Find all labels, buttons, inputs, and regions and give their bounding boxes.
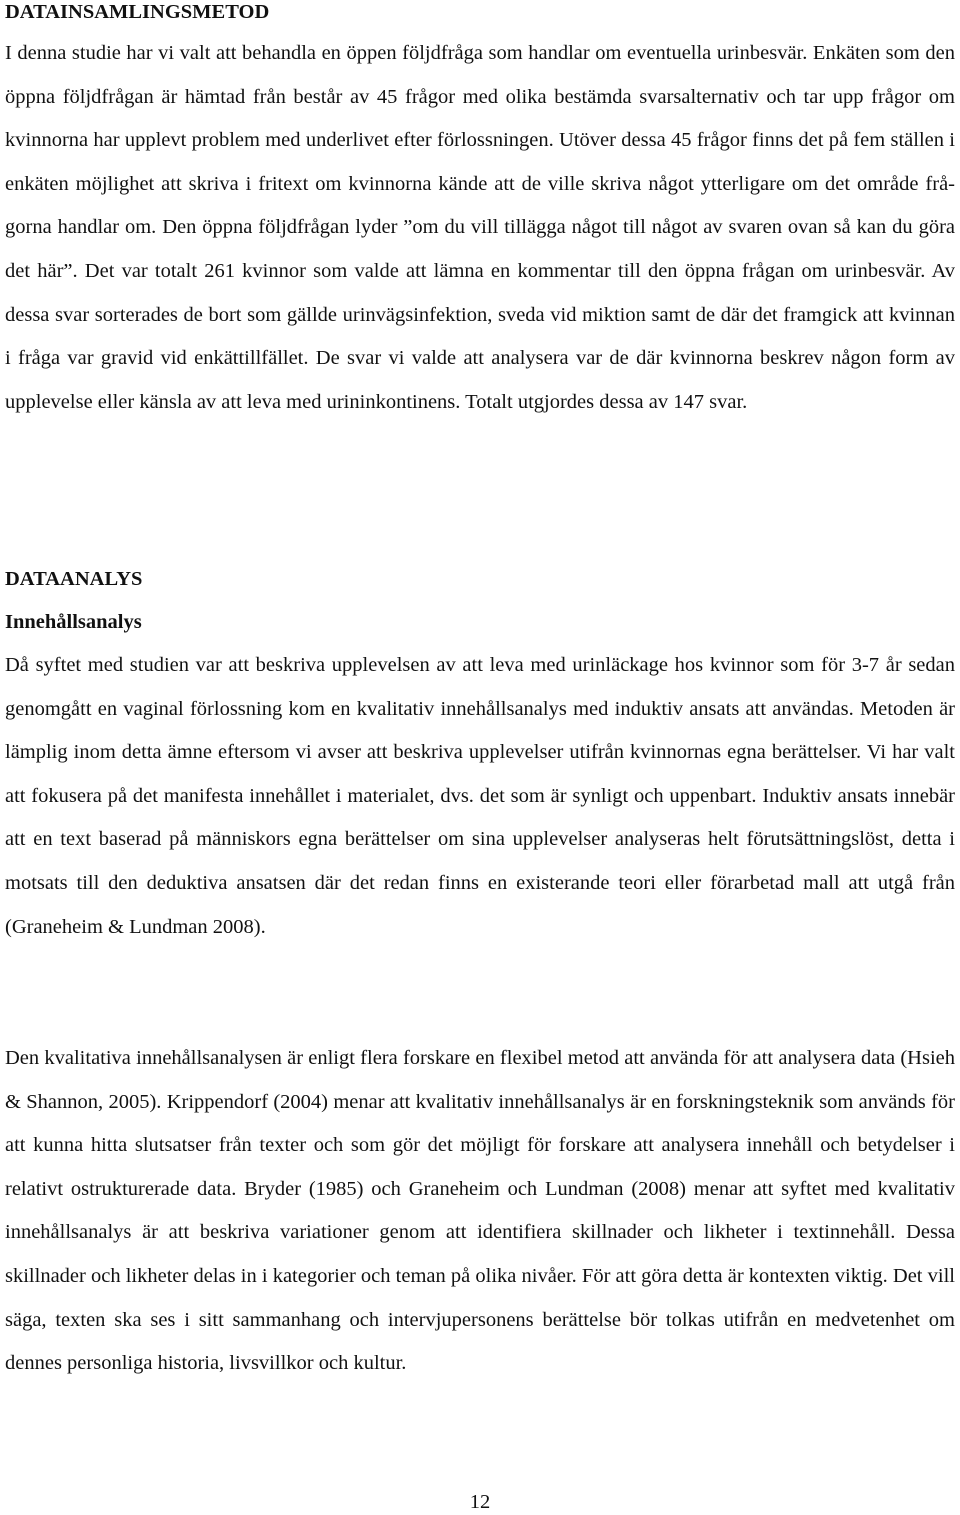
section-heading-datainsamlingsmetod: DATAINSAMLINGSMETOD: [5, 1, 270, 23]
body-paragraph-innehallsanalys-1: Då syftet med studien var att beskriva upplevelsen av att leva med urinläckage hos kvinnor som för 3-7 år sedan genomgått en vaginal förlossning kom en kvalitativ innehållsanalys med induktiv ansats att användas. Metoden är lämplig inom detta ämne eftersom vi avser att beskriva upplevelser utifrån kvinnornas egna berättelser. Vi har valt att fokusera på det manifesta innehållet i materialet, dvs. det som är synligt och uppenbart. Induktiv ansats innebär att en text baserad på människors egna berättelser om sina upplevelser analyseras helt förutsättningslöst, detta i motsats till den deduktiva ansatsen där det redan finns en existerande teori eller förarbetad mall att utgå från (Graneheim & Lundman 2008).: [5, 654, 955, 938]
page-number: 12: [469, 1491, 491, 1513]
section-heading-dataanalys: DATAANALYS: [5, 568, 143, 590]
subsection-heading-innehallsanalys: Innehållsanalys: [5, 611, 142, 633]
paragraph-container-3: [5, 1037, 955, 1386]
body-paragraph-datainsamling: I denna studie har vi valt att behandla en öppen följdfråga som handlar om eventuella urinbesvär. Enkäten som den öppna följdfrågan är hämtad från består av 45 frågor med olika bestämda svarsalternativ och tar upp frågor om kvinnorna har upplevt problem med underlivet efter förlossningen. Utöver dessa 45 frågor finns det på fem ställen i enkäten möjlighet att skriva i fritext om kvinnorna kände att de ville skriva något ytterligare om det område frågorna handlar om. Den öppna följdfrågan lyder ”om du vill tillägga något till något av svaren ovan så kan du göra det här”. Det var totalt 261 kvinnor som valde att lämna en kommentar till den öppna frågan om urinbesvär. Av dessa svar sorterades de bort som gällde urinvägsinfektion, sveda vid miktion samt de där det framgick att kvinnan i fråga var gravid vid enkättillfället. De svar vi valde att analysera var de där kvinnorna beskrev någon form av upplevelse eller känsla av att leva med urininkontinens. Totalt utgjordes dessa av 147 svar.: [5, 42, 955, 413]
body-paragraph-innehallsanalys-2: Den kvalitativa innehållsanalysen är enligt flera forskare en flexibel metod att använda för att analysera data (Hsieh & Shannon, 2005). Krippendorf (2004) menar att kvalitativ innehållsanalys är en forskningsteknik som används för att kunna hitta slutsatser från texter och som gör det möjligt för forskare att analysera innehåll och betydelser i relativt ostrukturerade data. Bryder (1985) och Graneheim och Lundman (2008) menar att syftet med kvalitativ innehållsanalys är att beskriva variationer genom att identifiera skillnader och likheter i textinnehåll. Dessa skillnader och likheter delas in i kategorier och teman på olika nivåer. För att göra detta är kontexten viktig. Det vill säga, texten ska ses i sitt sammanhang och intervjupersonens berättelse bör tolkas utifrån en medvetenhet om dennes personliga historia, livsvillkor och kultur.: [5, 1047, 955, 1375]
paragraph-container-2: [5, 644, 955, 949]
paragraph-container-1: [5, 32, 955, 424]
